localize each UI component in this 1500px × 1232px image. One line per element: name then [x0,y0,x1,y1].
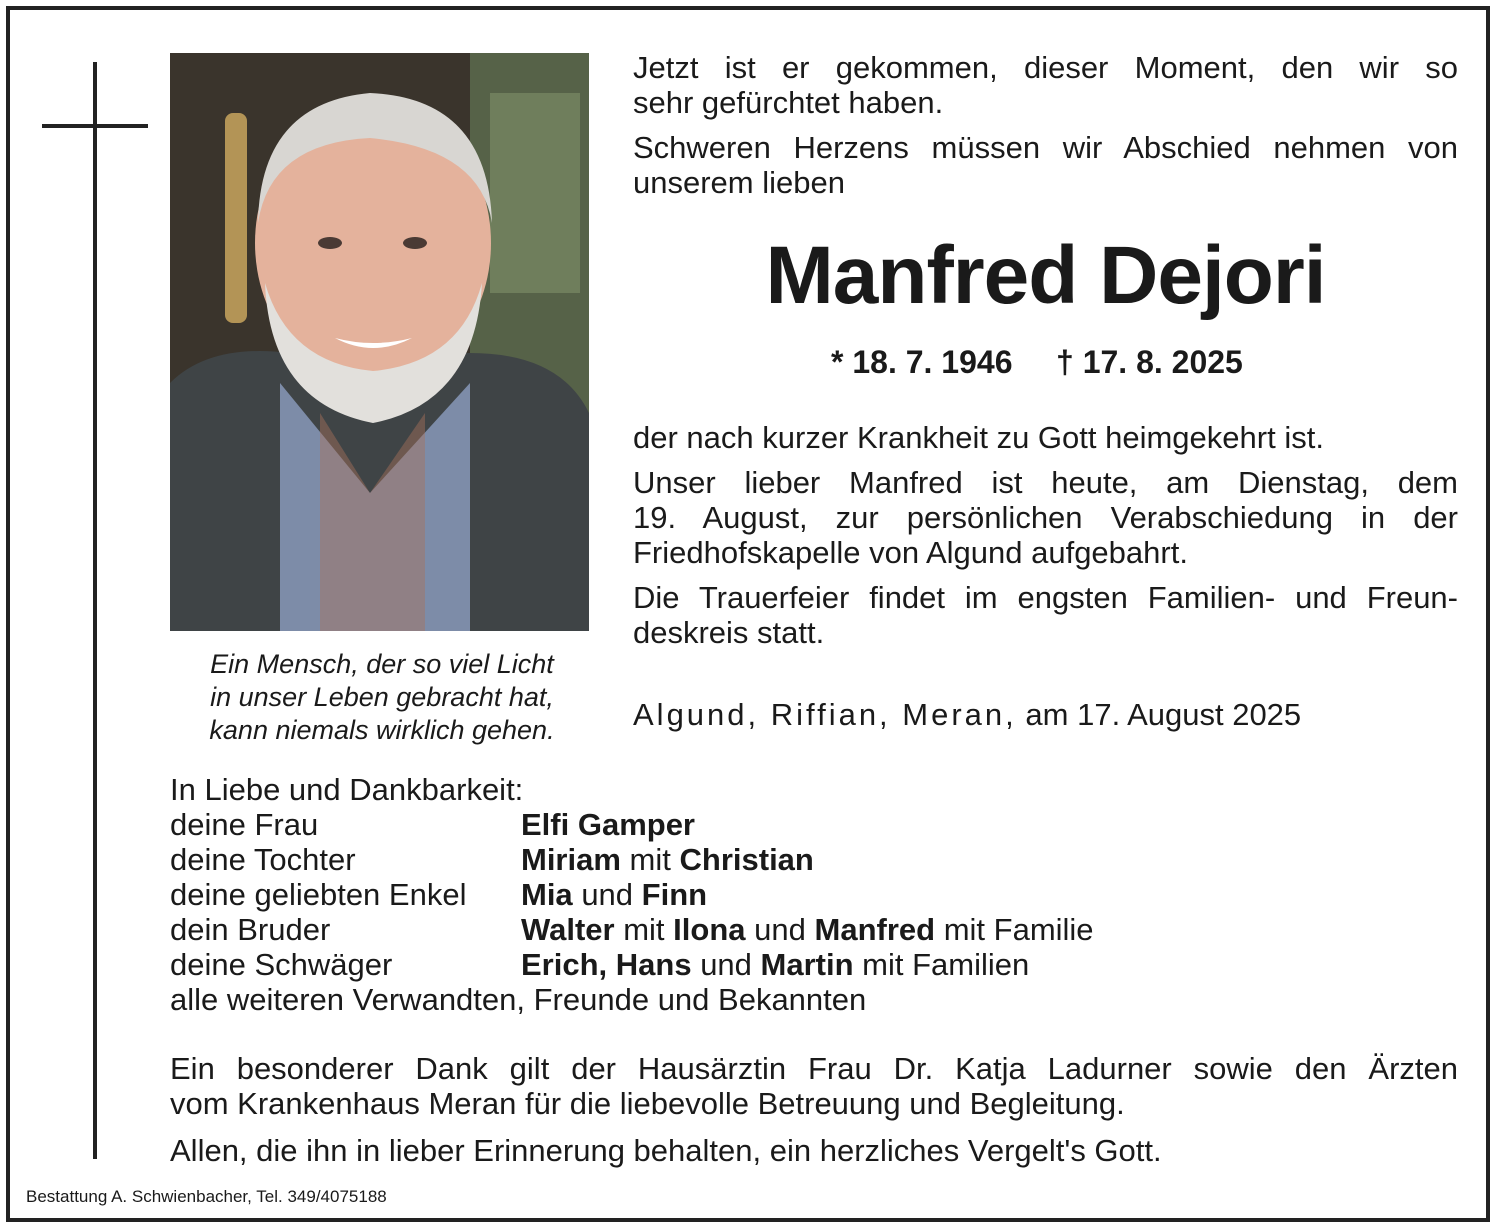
connector: mit Familie [943,912,1094,947]
family-member: Erich, Hans [521,947,692,982]
relation-label: deine Schwäger [170,947,393,982]
family-member: Finn [641,877,708,912]
thanks-text [170,1051,1458,1121]
relation-label: deine Frau [170,807,319,842]
intro-line: sehr gefürchtet haben. [633,85,944,120]
death-date: † 17. 8. 2025 [1056,344,1243,380]
thanks-line: vom Krankenhaus Meran für die liebevolle Betreuung und Begleitung. [170,1086,1125,1121]
quote-line: Ein Mensch, der so viel Licht [210,649,554,679]
body-line: 19. August, zur persönlichen Verabschiedung in der [633,500,1458,535]
connector: mit [629,842,671,877]
body-line: der nach kurzer Krankheit zu Gott heimgekehrt ist. [633,420,1324,455]
body-line: Friedhofskapelle von Algund aufgebahrt. [633,535,1188,570]
intro-line: Jetzt ist er gekommen, dieser Moment, den wir so [633,50,1458,85]
family-closing: alle weiteren Verwandten, Freunde und Bekannten [170,982,867,1017]
connector: und [700,947,752,982]
family-member: Mia [521,877,573,912]
place-towns: Algund, Riffian, Meran, [633,697,1017,732]
closing-thanks: Allen, die ihn in lieber Erinnerung behalten, ein herzliches Vergelt's Gott. [170,1133,1162,1168]
connector: und [754,912,806,947]
quote-line: kann niemals wirklich gehen. [209,715,555,745]
cross-vertical-bar [93,62,97,1159]
thanks-line: Ein besonderer Dank gilt der Hausärztin Frau Dr. Katja Ladurner sowie den Ärzten [170,1051,1458,1086]
place-and-date [633,697,1301,733]
family-member: Christian [679,842,814,877]
body-line: Die Trauerfeier findet im engsten Familien- und Freun- [633,580,1458,615]
announcement-text [633,420,1458,650]
cross-horizontal-bar [42,124,148,128]
family-heading: In Liebe und Dankbarkeit: [170,772,524,807]
portrait-photo [170,53,589,631]
family-member: Walter [521,912,615,947]
quote-line: in unser Leben gebracht hat, [210,682,554,712]
family-member: Ilona [673,912,746,947]
deceased-name: Manfred Dejori [765,230,1326,321]
relation-label: deine geliebten Enkel [170,877,467,912]
body-line: deskreis statt. [633,615,825,650]
memorial-quote [172,648,592,747]
connector: mit [623,912,665,947]
place-date: am 17. August 2025 [1025,697,1302,732]
birth-date: * 18. 7. 1946 [831,344,1013,380]
family-member: Elfi Gamper [521,807,695,842]
intro-line: unserem lieben [633,165,845,200]
relation-label: deine Tochter [170,842,356,877]
family-member: Martin [760,947,854,982]
family-member: Manfred [814,912,936,947]
intro-line: Schweren Herzens müssen wir Abschied nehmen von [633,130,1458,165]
family-member: Miriam [521,842,621,877]
relation-label: dein Bruder [170,912,331,947]
connector: mit Familien [862,947,1030,982]
body-line: Unser lieber Manfred ist heute, am Dienstag, dem [633,465,1458,500]
portrait-illustration [170,53,589,631]
funeral-home-credit: Bestattung A. Schwienbacher, Tel. 349/4075188 [26,1187,387,1206]
intro-text [633,50,1458,200]
connector: und [581,877,634,912]
